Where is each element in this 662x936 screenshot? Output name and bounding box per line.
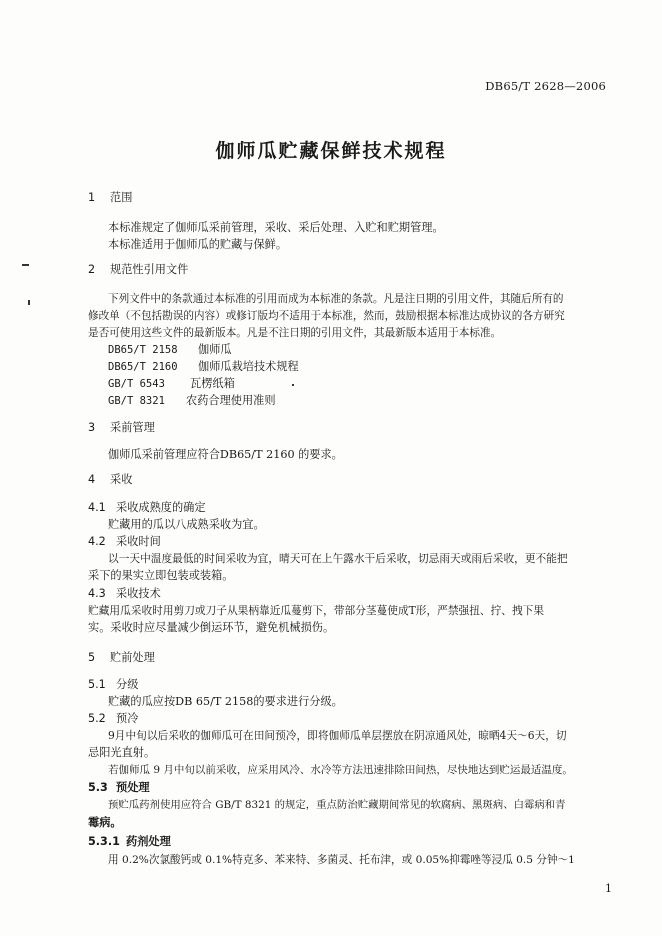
- section-number: 3: [88, 421, 96, 434]
- subsection-heading: [88, 501, 206, 515]
- paragraph: 修改单（不包括勘误的内容）或修订版均不适用于本标准，然而，鼓励根据本标准达成协议的各方研究: [88, 310, 565, 322]
- section-number: 5: [88, 651, 96, 664]
- paragraph: 贮藏的瓜应按DB 65/T 2158的要求进行分级。: [108, 695, 343, 708]
- subsection-number: 5.3.1: [88, 835, 120, 848]
- subsection-title: 预处理: [116, 781, 150, 794]
- paragraph: 贮藏用的瓜以八成熟采收为宜。: [108, 518, 265, 531]
- paragraph: 若伽师瓜 9 月中旬以前采收，应采用风冷、水冷等方法迅速排除田间热，尽快地达到贮运最适温度。: [108, 764, 573, 776]
- reference-code: DB65/T 2160: [108, 361, 178, 373]
- paragraph: 忌阳光直射。: [88, 746, 156, 759]
- paragraph: 是否可使用这些文件的最新版本。凡是不注日期的引用文件，其最新版本适用于本标准。: [88, 327, 502, 339]
- paragraph: 实。采收时应尽量减少倒运环节，避免机械损伤。: [88, 621, 335, 634]
- paragraph: 本标准适用于伽师瓜的贮藏与保鲜。: [108, 238, 288, 251]
- section-number: 2: [88, 263, 96, 276]
- paragraph: 贮藏用瓜采收时用剪刀或刀子从果柄靠近瓜蔓剪下，带部分茎蔓使成T形，严禁强扭、拧、拽下果: [88, 604, 545, 617]
- section-title: 规范性引用文件: [110, 263, 189, 276]
- section-title: 范围: [110, 191, 133, 204]
- standard-code: DB65/T 2628—2006: [485, 79, 606, 93]
- page-number: 1: [605, 882, 612, 895]
- reference-name: 伽师瓜栽培技术规程: [198, 360, 299, 373]
- subsection-title: 采收时间: [116, 535, 161, 548]
- reference-name: 瓦楞纸箱: [190, 377, 235, 390]
- section-title: 采收: [110, 473, 133, 486]
- paragraph: 采下的果实立即包装或装箱。: [88, 569, 234, 582]
- paragraph: 伽师瓜采前管理应符合DB65/T 2160 的要求。: [108, 448, 343, 461]
- subsection-heading: [88, 535, 161, 549]
- subsection-heading: [88, 835, 171, 849]
- paragraph: 9月中旬以后采收的伽师瓜可在田间预冷，即将伽师瓜单层摆放在阴凉通风处，晾晒4天～6天，切: [108, 729, 567, 742]
- subsection-title: 采收技术: [116, 587, 161, 600]
- reference-item: [108, 343, 232, 357]
- reference-item: [108, 360, 299, 374]
- paragraph: 预贮瓜药剂使用应符合 GB/T 8321 的规定，重点防治贮藏期间常见的软腐病、黑斑病、白霉病和青: [108, 799, 566, 811]
- section-number: 4: [88, 473, 96, 486]
- section-number: 1: [88, 191, 96, 204]
- scan-mark: [22, 264, 29, 266]
- section-heading: [88, 191, 132, 205]
- reference-item: [108, 394, 276, 408]
- section-heading: [88, 473, 132, 487]
- section-heading: [88, 651, 155, 665]
- paragraph: 下列文件中的条款通过本标准的引用而成为本标准的条款。凡是注日期的引用文件，其随后所有的: [108, 293, 564, 305]
- subsection-number: 4.2: [88, 535, 106, 548]
- reference-item: [108, 377, 235, 391]
- subsection-number: 5.3: [88, 781, 108, 794]
- reference-name: 伽师瓜: [198, 343, 232, 356]
- scan-mark: [292, 384, 294, 386]
- subsection-heading: [88, 587, 161, 601]
- paragraph: 本标准规定了伽师瓜采前管理，采收、采后处理、入贮和贮期管理。: [108, 221, 444, 234]
- reference-name: 农药合理使用准则: [186, 394, 276, 407]
- subsection-number: 4.1: [88, 501, 106, 514]
- section-title: 贮前处理: [110, 651, 155, 664]
- subsection-heading: [88, 712, 138, 726]
- reference-code: GB/T 8321: [108, 395, 165, 407]
- section-heading: [88, 421, 155, 435]
- section-heading: [88, 263, 188, 277]
- page-title: 伽师瓜贮藏保鲜技术规程: [215, 140, 447, 162]
- subsection-number: 5.2: [88, 712, 106, 725]
- paragraph: 霉病。: [88, 815, 122, 829]
- subsection-title: 分级: [116, 678, 139, 691]
- section-title: 采前管理: [110, 421, 155, 434]
- subsection-heading: [88, 678, 138, 692]
- subsection-title: 预冷: [116, 712, 139, 725]
- subsection-heading: [88, 781, 150, 795]
- subsection-number: 5.1: [88, 678, 106, 691]
- reference-code: DB65/T 2158: [108, 344, 178, 356]
- subsection-title: 采收成熟度的确定: [116, 501, 206, 514]
- paragraph: 用 0.2%次氯酸钙或 0.1%特克多、苯来特、多菌灵、托布津，或 0.05%抑霉唑等浸瓜 0.5 分钟～1: [108, 854, 575, 866]
- scan-mark: [28, 300, 30, 305]
- subsection-title: 药剂处理: [126, 835, 171, 848]
- subsection-number: 4.3: [88, 587, 106, 600]
- reference-code: GB/T 6543: [108, 378, 165, 390]
- paragraph: 以一天中温度最低的时间采收为宜，晴天可在上午露水干后采收，切忌雨天或雨后采收，更不能把: [108, 552, 568, 565]
